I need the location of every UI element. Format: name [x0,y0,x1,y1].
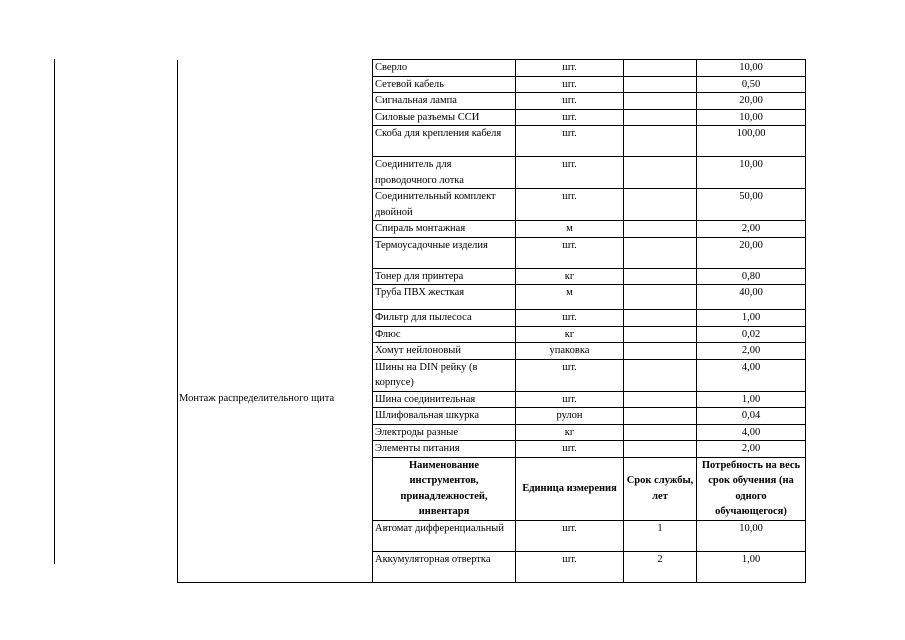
item-unit: шт. [516,93,624,110]
item-need: 40,00 [697,285,806,310]
item-name: Флюс [373,326,516,343]
section-label: Монтаж распределительного щита [178,391,373,408]
item-term [624,237,697,268]
item-need: 4,00 [697,359,806,391]
table-row [178,391,806,408]
section-cell [178,189,373,221]
item-need: 20,00 [697,93,806,110]
item-term [624,359,697,391]
item-unit: кг [516,268,624,285]
item-unit: шт. [516,441,624,458]
left-margin-rule [54,59,55,564]
item-unit: кг [516,326,624,343]
section-cell [178,359,373,391]
table-row [178,268,806,285]
section-cell [178,109,373,126]
item-need: 0,50 [697,76,806,93]
item-unit: шт. [516,60,624,77]
section-cell [178,326,373,343]
item-term [624,408,697,425]
section-cell [178,343,373,360]
item-unit: упаковка [516,343,624,360]
item-term [624,285,697,310]
item-need: 100,00 [697,126,806,157]
table-row [178,237,806,268]
header-term: Срок службы, лет [624,457,697,520]
item-need: 1,00 [697,551,806,582]
item-need: 10,00 [697,157,806,189]
table-row [178,109,806,126]
item-term [624,391,697,408]
item-name: Электроды разные [373,424,516,441]
table-row [178,93,806,110]
item-need: 2,00 [697,441,806,458]
item-name: Сверло [373,60,516,77]
item-need: 0,80 [697,268,806,285]
section-cell [178,126,373,157]
item-term: 2 [624,551,697,582]
table-row [178,520,806,551]
section-cell [178,157,373,189]
item-name: Труба ПВХ жесткая [373,285,516,310]
item-name: Шина соединительная [373,391,516,408]
section-cell [178,268,373,285]
table-row [178,310,806,327]
item-term [624,343,697,360]
item-need: 20,00 [697,237,806,268]
table-row [178,343,806,360]
item-unit: шт. [516,551,624,582]
section-cell [178,237,373,268]
materials-table [177,59,806,583]
table-row [178,441,806,458]
item-need: 10,00 [697,109,806,126]
item-name: Автомат дифференциальный [373,520,516,551]
item-need: 1,00 [697,391,806,408]
header-name: Наименование инструментов, принадлежностей, инвентаря [373,457,516,520]
item-term [624,326,697,343]
item-unit: шт. [516,76,624,93]
item-need: 2,00 [697,221,806,238]
section-cell [178,408,373,425]
item-term [624,310,697,327]
header-unit: Единица измерения [516,457,624,520]
table-row [178,408,806,425]
item-term [624,441,697,458]
item-term [624,221,697,238]
table-row [178,285,806,310]
section-cell [178,221,373,238]
item-unit: шт. [516,391,624,408]
item-unit: рулон [516,408,624,425]
item-term [624,189,697,221]
item-name: Сигнальная лампа [373,93,516,110]
item-name: Спираль монтажная [373,221,516,238]
section-cell [178,76,373,93]
table-row [178,326,806,343]
section-cell [178,441,373,458]
item-need: 4,00 [697,424,806,441]
item-unit: м [516,285,624,310]
section-cell [178,60,373,77]
item-name: Соединительный комплект двойной [373,189,516,221]
table-row [178,157,806,189]
item-name: Шины на DIN рейку (в корпусе) [373,359,516,391]
section-cell [178,520,373,551]
item-unit: шт. [516,359,624,391]
table-row [178,189,806,221]
item-name: Термоусадочные изделия [373,237,516,268]
item-unit: шт. [516,126,624,157]
item-name: Хомут нейлоновый [373,343,516,360]
item-unit: шт. [516,109,624,126]
item-need: 2,00 [697,343,806,360]
table-row [178,221,806,238]
item-term [624,157,697,189]
item-name: Тонер для принтера [373,268,516,285]
item-need: 10,00 [697,520,806,551]
item-name: Фильтр для пылесоса [373,310,516,327]
item-unit: шт. [516,310,624,327]
item-need: 1,00 [697,310,806,327]
item-unit: кг [516,424,624,441]
section-cell [178,93,373,110]
item-unit: м [516,221,624,238]
item-name: Скоба для крепления кабеля [373,126,516,157]
section-cell [178,424,373,441]
item-term [624,424,697,441]
item-term [624,60,697,77]
table-row [178,551,806,582]
section-cell [178,285,373,310]
item-term [624,76,697,93]
item-term [624,109,697,126]
item-term: 1 [624,520,697,551]
section-cell [178,457,373,520]
item-name: Соединитель для проводочного лотка [373,157,516,189]
item-unit: шт. [516,520,624,551]
item-term [624,93,697,110]
item-unit: шт. [516,189,624,221]
table-row [178,126,806,157]
table-row [178,76,806,93]
item-name: Сетевой кабель [373,76,516,93]
item-need: 10,00 [697,60,806,77]
table-row [178,60,806,77]
table-header-row [178,457,806,520]
item-unit: шт. [516,237,624,268]
section-cell [178,551,373,582]
item-need: 50,00 [697,189,806,221]
item-name: Аккумуляторная отвертка [373,551,516,582]
item-name: Элементы питания [373,441,516,458]
section-cell [178,310,373,327]
table-row [178,359,806,391]
item-name: Шлифовальная шкурка [373,408,516,425]
item-unit: шт. [516,157,624,189]
item-need: 0,02 [697,326,806,343]
item-term [624,268,697,285]
header-need: Потребность на весь срок обучения (на одного обучающегося) [697,457,806,520]
table-row [178,424,806,441]
item-need: 0,04 [697,408,806,425]
item-name: Силовые разъемы ССИ [373,109,516,126]
item-term [624,126,697,157]
